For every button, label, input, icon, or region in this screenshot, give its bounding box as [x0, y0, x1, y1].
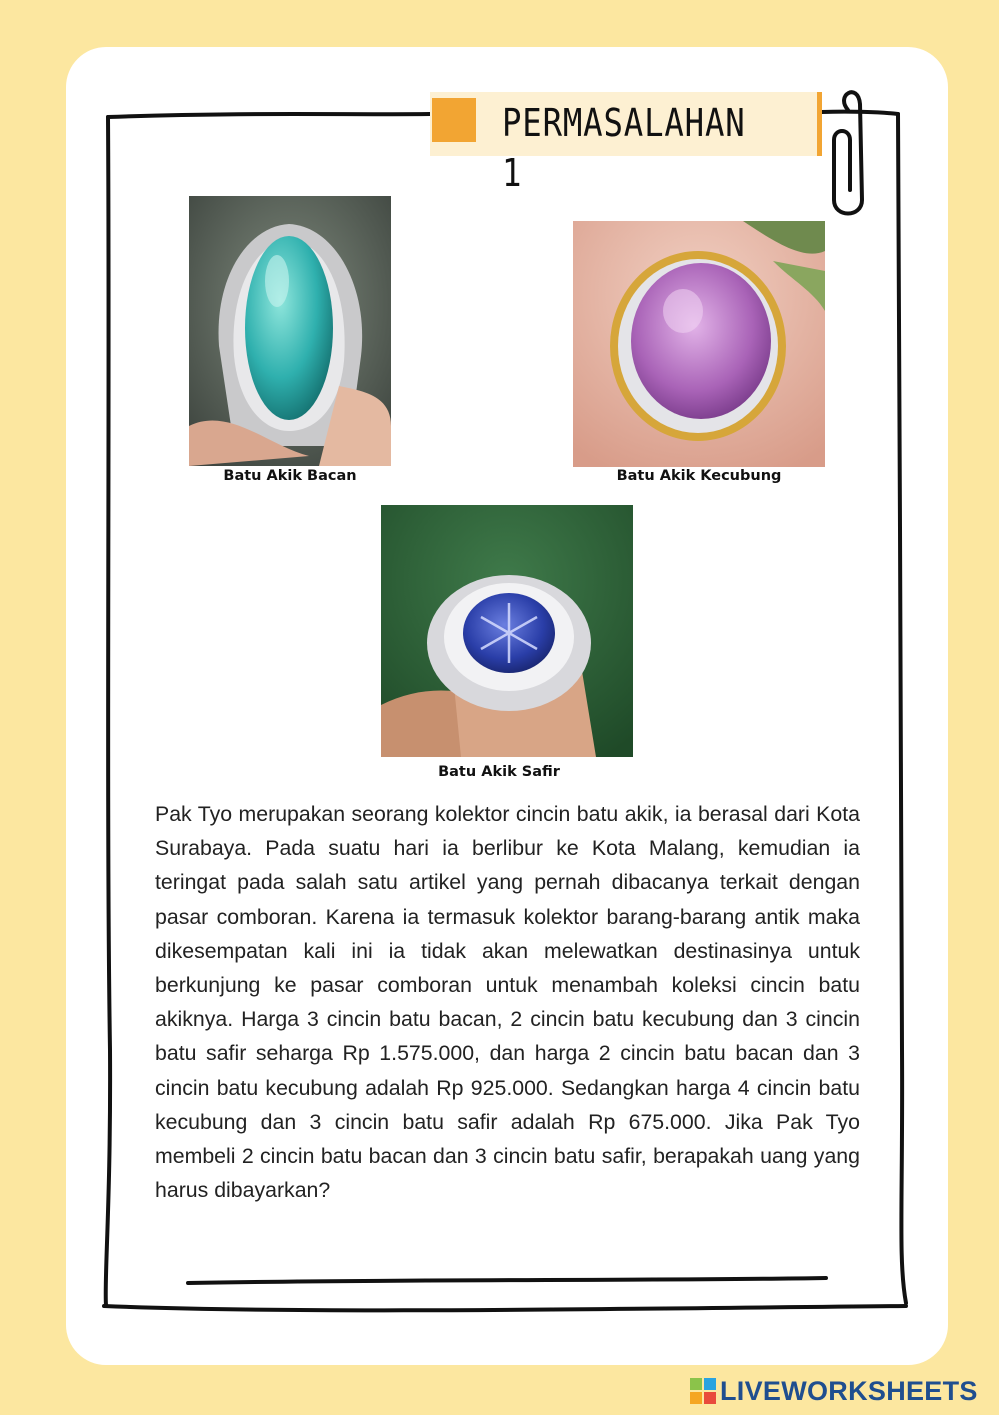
brand-name: LIVEWORKSHEETS [720, 1375, 978, 1406]
caption-kecubung: Batu Akik Kecubung [616, 468, 782, 484]
banner [430, 92, 822, 195]
caption-safir: Batu Akik Safir [438, 764, 560, 780]
banner-square-icon [432, 98, 476, 142]
page-title: PERMASALAHAN 1 [502, 101, 746, 195]
photo-batu-akik-safir [381, 505, 633, 757]
photo-batu-akik-kecubung [573, 221, 825, 467]
liveworksheets-logo-icon [690, 1378, 716, 1404]
photo-batu-akik-bacan [189, 196, 391, 466]
caption-bacan: Batu Akik Bacan [223, 468, 357, 484]
banner-stripe [817, 92, 822, 156]
liveworksheets-brand [690, 1374, 978, 1408]
problem-text: Pak Tyo merupakan seorang kolektor cincin batu akik, ia berasal dari Kota Surabaya. Pada suatu hari ia berlibur ke Kota Malang, kemudian ia teringat pada salah satu artikel yang pernah dibacanya terkait dengan pasar comboran. Karena ia termasuk kolektor barang-barang antik maka dikesempatan kali ini ia tidak akan melewatkan destinasinya untuk berkunjung ke pasar comboran untuk menambah koleksi cincin batu akiknya. Harga 3 cincin batu bacan, 2 cincin batu kecubung dan 3 cincin batu safir seharga Rp 1.575.000, dan harga 2 cincin batu bacan dan 3 cincin batu kecubung adalah Rp 925.000. Sedangkan harga 4 cincin batu kecubung dan 3 cincin batu safir adalah Rp 675.000. Jika Pak Tyo membeli 2 cincin batu bacan dan 3 cincin batu safir, berapakah uang yang harus dibayarkan? [155, 802, 860, 1203]
